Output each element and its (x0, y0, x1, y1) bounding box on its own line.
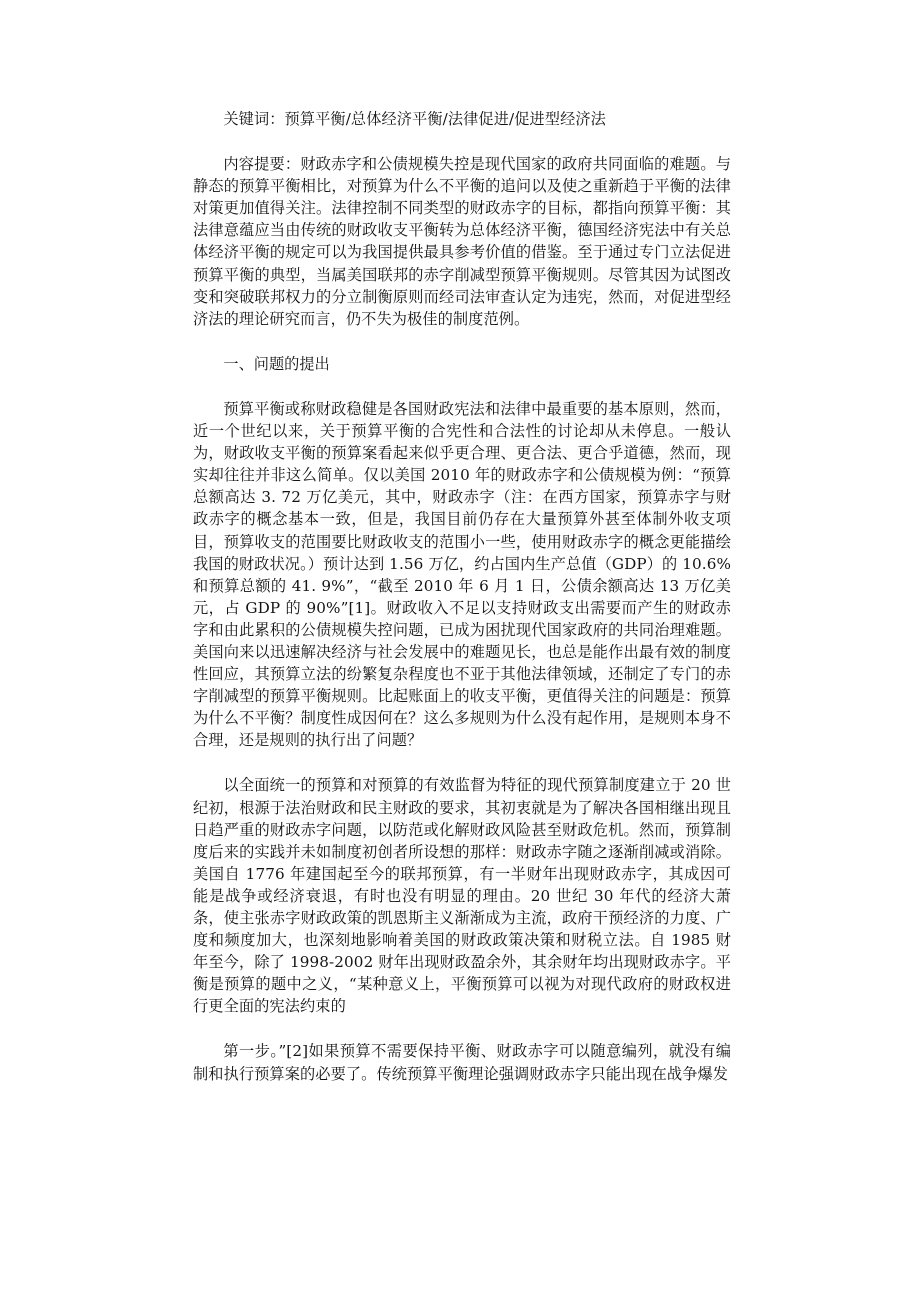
spacer (193, 130, 731, 153)
section-heading-one: 一、问题的提出 (223, 354, 330, 373)
body-paragraph-one: 预算平衡或称财政稳健是各国财政宪法和法律中最重要的基本原则，然而，近一个世纪以来，关于预算平衡的合宪性和合法性的讨论却从未停息。一般认为，财政收支平衡的预算案看起来似乎更合理、更合法、更合乎道德，然而，现实却往往并非这么简单。仅以美国 2010 年的财政赤字和公债规模为例：“预算总额高达 3. 72 万亿美元，其中，财政赤字（注：在西方国家，预算赤字与财政赤字的概念基本一致，但是，我国目前仍存在大量预算外甚至体制外收支项目，预算收支的范围要比财政收支的范围小一些，使用财政赤字的概念更能描绘我国的财政状况。）预计达到 1.56 万亿，约占国内生产总值（GDP）的 10.6%和预算总额的 41. 9%”，“截至 2010 年 6 月 1 日，公债余额高达 13 万亿美元，占 GDP 的 90%”[1]。财政收入不足以支持财政支出需要而产生的财政赤字和由此累积的公债规模失控问题，已成为困扰现代国家政府的共同治理难题。美国向来以迅速解决经济与社会发展中的难题见长，也总是能作出最有效的制度性回应，其预算立法的纷繁复杂程度也不亚于其他法律领域，还制定了专门的赤字削减型的预算平衡规则。比起账面上的收支平衡，更值得关注的问题是：预算为什么不平衡？制度性成因何在？这么多规则为什么没有起作用，是规则本身不合理，还是规则的执行出了问题？ (193, 399, 731, 750)
spacer (193, 1017, 731, 1040)
abstract-paragraph: 内容提要：财政赤字和公债规模失控是现代国家的政府共同面临的难题。与静态的预算平衡相比，对预算为什么不平衡的追问以及使之重新趋于平衡的法律对策更加值得关注。法律控制不同类型的财政赤字的目标，都指向预算平衡：其法律意蕴应当由传统的财政收支平衡转为总体经济平衡，德国经济宪法中有关总体经济平衡的规定可以为我国提供最具参考价值的借鉴。至于通过专门立法促进预算平衡的典型，当属美国联邦的赤字削减型预算平衡规则。尽管其因为试图改变和突破联邦权力的分立制衡原则而经司法审查认定为违宪，然而，对促进型经济法的理论研究而言，仍不失为极佳的制度范例。 (193, 155, 731, 328)
keywords-line: 关键词：预算平衡/总体经济平衡/法律促进/促进型经济法 (223, 110, 606, 128)
spacer (193, 330, 731, 353)
text-column (193, 108, 731, 1085)
spacer (193, 375, 731, 398)
spacer (193, 751, 731, 774)
body-paragraph-two: 以全面统一的预算和对预算的有效监督为特征的现代预算制度建立于 20 世纪初，根源于法治财政和民主财政的要求，其初衷就是为了解决各国相继出现且日趋严重的财政赤字问题，以防范或化解财政风险甚至财政危机。然而，预算制度后来的实践并未如制度初创者所设想的那样：财政赤字随之逐渐削减或消除。美国自 1776 年建国起至今的联邦预算，有一半财年出现财政赤字，其成因可能是战争或经济衰退，有时也没有明显的理由。20 世纪 30 年代的经济大萧条，使主张赤字财政政策的凯恩斯主义渐渐成为主流，政府干预经济的力度、广度和频度加大，也深刻地影响着美国的财政政策决策和财税立法。自 1985 财年至今，除了 1998-2002 财年出现财政盈余外，其余财年均出现财政赤字。平衡是预算的题中之义，“某种意义上，平衡预算可以视为对现代政府的财政权进行更全面的宪法约束的 (193, 776, 731, 1016)
body-paragraph-three: 第一步。”[2]如果预算不需要保持平衡、财政赤字可以随意编列，就没有编制和执行预算案的必要了。传统预算平衡理论强调财政赤字只能出现在战争爆发 (193, 1042, 731, 1083)
